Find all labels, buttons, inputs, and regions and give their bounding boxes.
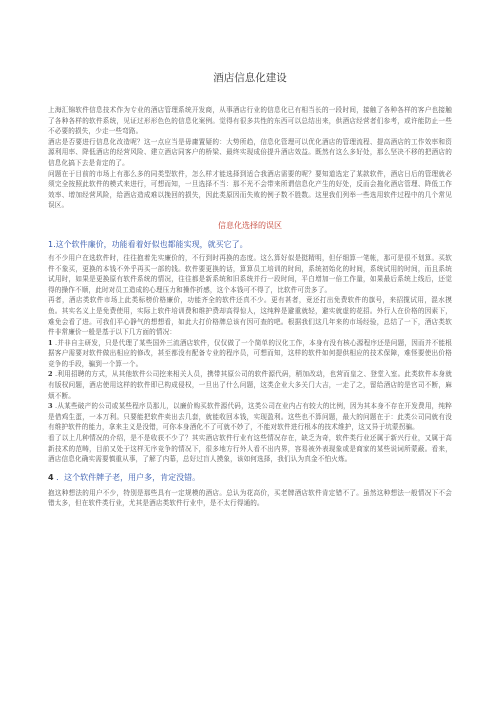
body-paragraph-3: 看了以上几种情况的介绍，是不是收获不少了？其实酒店软件行业有这些情况存在，缺乏为奇，软件类行业还属于新兴行业，又属于高新技术的范畴，目前又处于这样无序竞争的情况下，很多地方行外人看不出内界，容易被外表现象或是商家的某些说词所蒙蔽。看来，酒店信息化确实需要慎重从事，了解了内幕，总好过盲人摸象，该如何选择，我们认为真金不怕火炼。 bbox=[48, 434, 452, 464]
intro-paragraph-2: 酒店是否要进行信息化改造呢？这一点应当是毋庸置疑的：大势所趋，信息化管理可以优化酒店的管理流程、提高酒店的工作效率和资源利用率、降低酒店的经营风险、建立酒店同客户的桥梁、最终实现成倍提升酒店效益。既然有这么多好处，那么坚决不移的把酒店的信息化搞下去是肯定的了。 bbox=[48, 137, 452, 167]
list-item-text: .从某些破产的公司或某些程序员那儿，以廉价购买软件源代码，这类公司在业内占有较大的比例，因为其本身不存在开发费用，纯粹是借鸡生蛋，一本万利。只要能把软件卖出去几套，就能收回本钱，实现盈利。这些也不算问题，最大的问题在于：此类公司同就有没有维护软件的能力，拿来主义是没错，可你本身酒化不了可就不妙了，不能对软件进行根本的技术维护，这又异于坑蒙拐骗。 bbox=[48, 402, 452, 432]
body-paragraph-2: 再者，酒店类软件市场上此类标榜价格廉价，功能齐全的软件还真不少。更有甚者，竟还打出免费软件的旗号，来招揽试用，混水摸鱼。其实名义上是免费使用，实际上软件培训费和维护费却高得惊人，这纯粹是避重就轻，避实就虚的花招。外行人在价格的因素下，难免会看了进。可我们平心静气的想想看，如此大打价格牌总该有因可查的吧。根据我们这几年来的市场经验，总结了一下，酒店类软件非常廉价一般是基于以下几方面的情况： bbox=[48, 296, 452, 337]
list-item-3 bbox=[48, 401, 452, 433]
intro-paragraph-3: 问题在于目前的市场上有那么多的同类型软件，怎么样才能选择到适合我酒店需要的呢？要知道选定了某款软件，酒店日后的管理就必须完全按照此软件的模式来进行，可想而知，一旦选择不当：那不光不会带来所谓信息化产生的好处，反而会拖化酒店管理、降低工作效率、增加经营风险，给酒店造成难以挽回的损失，因此类原因而失败的例子数不胜数。这里我们列举一些选用软件过程中的几个常见误区。 bbox=[48, 169, 452, 210]
list-item-1 bbox=[48, 338, 452, 370]
list-item-text: .并非自主研发，只是代理了某些国外三流酒店软件，仅仅做了一个简单的汉化工作，本身有没有核心源程序还是问题，因而并不能根据客户需要对软件做出相应的修改，甚至都没有配备专业的程序员，可想而知，这样的软件如何提供相应的技术保障，难怪要使出价格竞争的手段，骗到一个算一个。 bbox=[48, 338, 452, 368]
list-item-number: 2 bbox=[48, 370, 53, 379]
subheading-2-text: ．这个软件牌子老，用户多，肯定没错。 bbox=[56, 472, 201, 482]
subheading-1: 1.这个软件廉价，功能看着好似也都能实现，就买它了。 bbox=[48, 239, 248, 249]
list-item-number: 3 bbox=[48, 402, 53, 411]
list-item-2 bbox=[48, 369, 452, 401]
document-title: 酒店信息化建设 bbox=[213, 72, 287, 84]
list-item-number: 1 bbox=[48, 338, 53, 347]
intro-paragraph-1: 上海汇锦软件信息技术作为专业的酒店管理系统开发商，从事酒店行业的信息化已有相当长的一段时间，接触了各种各样的客户也接触了各种各样的软件系统，见证过形形色色的信息化案例。觉得有很多共性的东西可以总结出来，供酒店经营者们参考，或许能防止一些不必要的损失，少走一些弯路。 bbox=[48, 106, 452, 136]
body-paragraph-4: 抱这种想法的用户不少，特别是那些具有一定规模的酒店。总认为花高价，买老牌酒店软件肯定错不了。虽然这种想法一般情况下不会错太多，但在软件类行业，尤其是酒店类软件行业中，是不太行得通的。 bbox=[48, 488, 452, 508]
section-title: 信息化选择的误区 bbox=[218, 220, 282, 230]
subheading-2 bbox=[48, 472, 452, 483]
list-item-text: .利用招聘的方式，从其他软件公司挖来相关人员，携带其原公司的软件源代码，稍加改动，也营而皇之、登堂入室。此类软件本身就有版权问题，酒店使用这样的软件即已构成侵权，一旦出了什么问题，这类企业大多关门大吉，一走了之，留给酒店的是官司不断，麻烦不断。 bbox=[48, 370, 452, 400]
body-paragraph-1: 有不少用户在选软件时，往往抱着先实廉价的，不行到时再换的态度。这么算好似是挺精明，但仔细算一笔帐，那可是很不划算。买软件不象买，更换的本钱不外乎再买一部的钱。软件要更换的话，算算员工培训的时间，系统初始化的时间，系统试用的时间，而且系统试用时，如果是更换原有软件系统的情况，往往都是新系统和旧系统并行一段时间，平白增加一倍工作量，如果最后系统上线后，还觉得的操作不顺，此时对员工造成的心理压力和操作折感，这个本钱可不得了，比软件可贵多了。 bbox=[48, 253, 452, 294]
subheading-2-number: 4 bbox=[48, 472, 54, 482]
